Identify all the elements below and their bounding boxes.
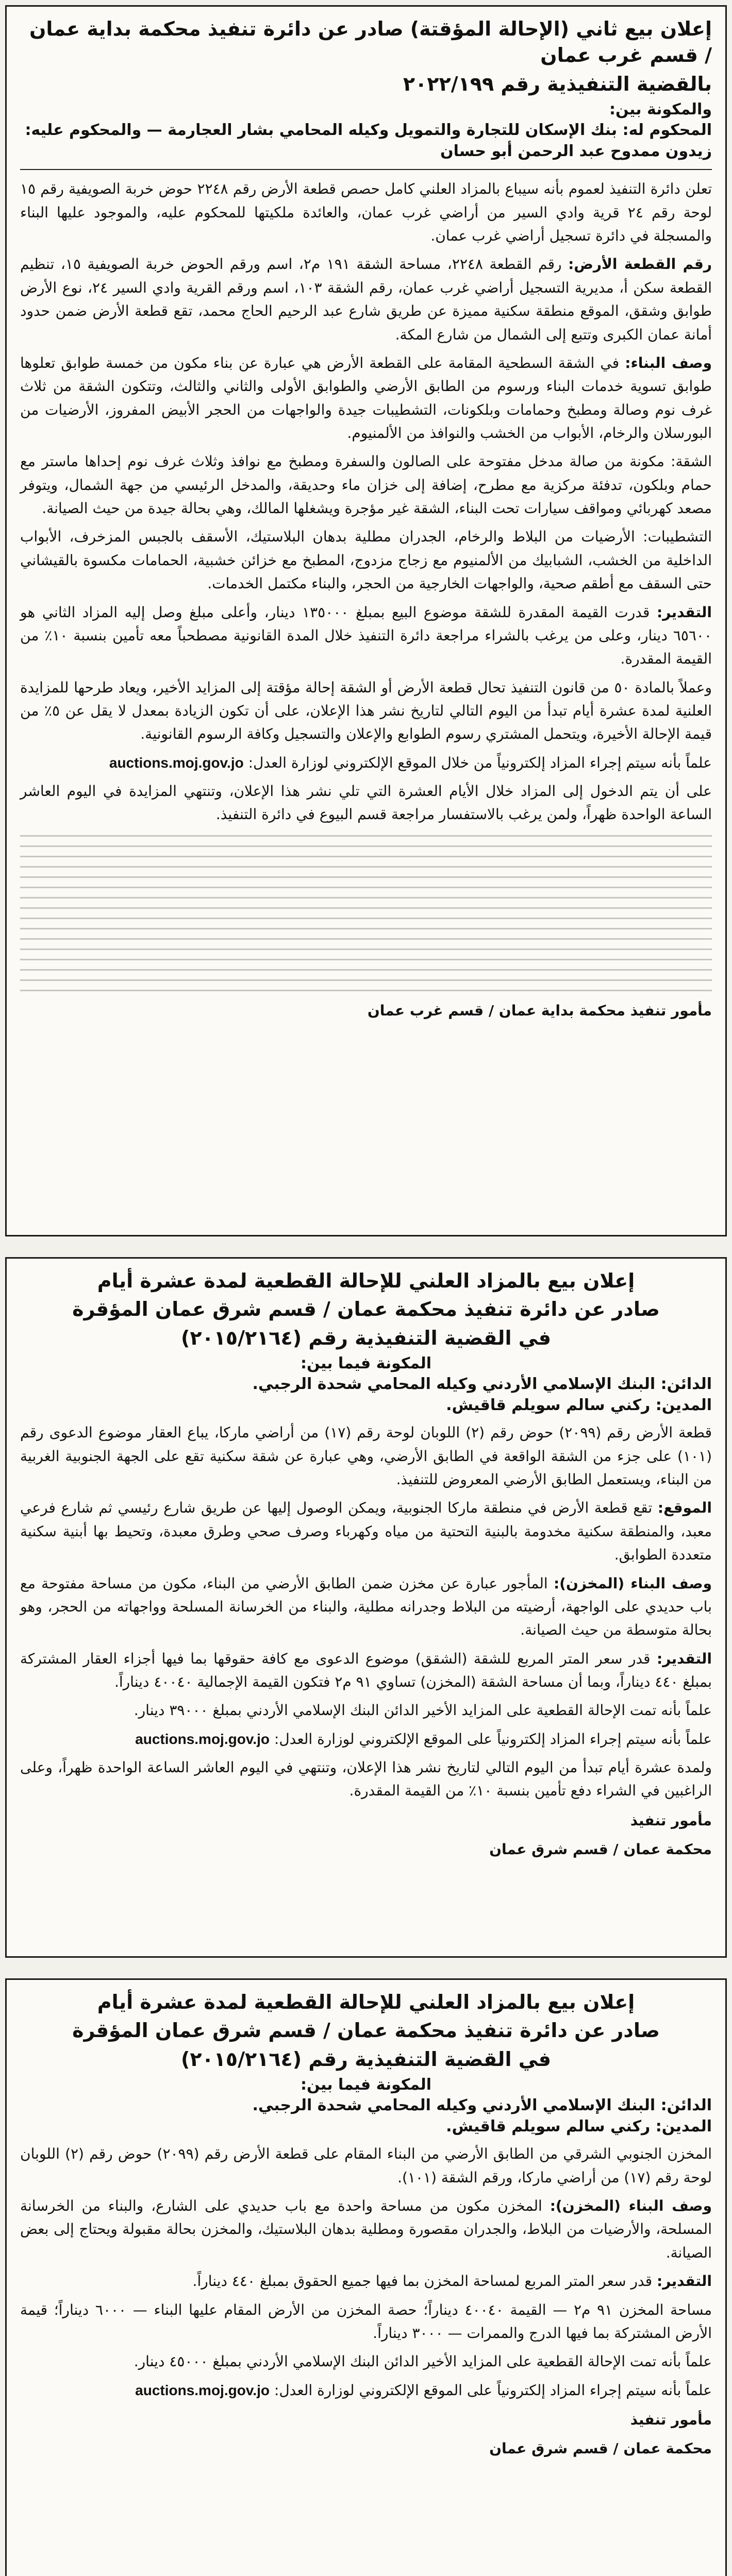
ad3-intro: المخزن الجنوبي الشرقي من الطابق الأرضي من البناء المقام على قطعة الأرض رقم (٢٠٩٩) حوض رقم (٢) اللوبان لوحة رقم (١٧) من أراضي ماركا، ورقم الشقة (١٠١).	[20, 2145, 712, 2186]
ad1-text-lines	[20, 835, 712, 991]
ad3-heading-3: في القضية التنفيذية رقم (٢٠١٥/٢١٦٤)	[180, 2047, 552, 2071]
ad3-description	[20, 2194, 712, 2264]
ad1-body-3: التشطيبات: الأرضيات من البلاط والرخام، الجدران مطلية بدهان البلاستيك، الأسقف بالجبس المزخرف، الأبواب الداخلية من الخشب، الشبابيك من الألمنيوم مع زجاج مزدوج، المطبخ مع خزائن خشبية، الحمامات مكسوة بالقيشاني حتى السقف مع أطقم صحية، والواجهات الخارجية من الحجر، والبناء مكتمل الخدمات.	[20, 528, 712, 592]
ad2-valuation	[20, 1647, 712, 1694]
ad1-heading-3: والمكونة بين:	[609, 100, 712, 118]
ad2-heading-3: في القضية التنفيذية رقم (٢٠١٥/٢١٦٤)	[180, 1326, 552, 1349]
ad2-valuation-text: قدر سعر المتر المربع للشقة (الشقق) موضوع الدعوى مع كافة حقوقها بما فيها أجزاء العقار المشتركة بمبلغ ٤٤٠ ديناراً، وبما أن مساحة الشقة (المخزن) تساوي ٩١ م٢ فتكون القيمة الإجمالية ٤٠٠٤٠ ديناراً.	[20, 1650, 712, 1690]
ad3-online	[20, 2379, 712, 2402]
ad2-creditor: الدائن: البنك الإسلامي الأردني وكيله المحامي شحدة الرجبي.	[252, 1375, 712, 1394]
ad2-dates: ولمدة عشرة أيام تبدأ من اليوم التالي لتاريخ نشر هذا الإعلان، وتنتهي في اليوم العاشر الساعة الواحدة ظهراً، وعلى الراغبين في الشراء دفع تأمين بنسبة ١٠٪ من القيمة المقدرة.	[20, 1759, 712, 1800]
ad2-signature-2: محكمة عمان / قسم شرق عمان	[489, 1840, 712, 1858]
ad1-valuation	[20, 601, 712, 671]
ad1-parties: المحكوم له: بنك الإسكان للتجارة والتمويل وكيله المحامي بشار العجارمة — والمحكوم عليه: زيدون ممدوح عبد الرحمن أبو حسان	[25, 121, 712, 160]
ad1-dates: على أن يتم الدخول إلى المزاد خلال الأيام العشرة التي تلي نشر هذا الإعلان، وتنتهي المزايدة في اليوم العاشر الساعة الواحدة ظهراً، ولمن يرغب بالاستفسار مراجعة قسم البيوع في دائرة التنفيذ.	[20, 783, 712, 823]
ad2-desc-text: المأجور عبارة عن مخزن ضمن الطابق الأرضي من البناء، مكون من مساحة مفتوحة مع باب حديدي على الواجهة، أرضيته من البلاط وجدرانه مطلية، والبناء من الخرسانة المسلحة وواجهاته من الحجر، وهو بحالة متوسطة من حيث الصيانة.	[20, 1574, 712, 1639]
ad3-heading-2: صادر عن دائرة تنفيذ محكمة عمان / قسم شرق عمان المؤقرة	[72, 2019, 660, 2042]
ad2-valuation-title: التقدير:	[657, 1650, 712, 1667]
ad1-property	[20, 252, 712, 346]
auction-notice-final-2	[5, 1978, 727, 2576]
ad3-creditor: الدائن: البنك الإسلامي الأردني وكيله المحامي شحدة الرجبي.	[252, 2096, 712, 2115]
ad3-valuation	[20, 2269, 712, 2293]
ad3-bid: علماً بأنه تمت الإحالة القطعية على المزايد الأخير الدائن البنك الإسلامي الأردني بمبلغ ٤٥٠٠٠ دينار.	[134, 2353, 712, 2370]
ad2-signature-1: مأمور تنفيذ	[630, 1811, 712, 1829]
ad3-online-text: علماً بأنه سيتم إجراء المزاد إلكترونياً على الموقع الإلكتروني لوزارة العدل:	[274, 2381, 712, 2399]
ad3-valuation-text: قدر سعر المتر المربع لمساحة المخزن بما فيها جميع الحقوق بمبلغ ٤٤٠ ديناراً.	[192, 2273, 653, 2290]
ad1-intro: تعلن دائرة التنفيذ لعموم بأنه سيباع بالمزاد العلني كامل حصص قطعة الأرض رقم ٢٢٤٨ حوض خربة الصويفية رقم ١٥ لوحة رقم ٢٤ قرية وادي السير من أراضي غرب عمان، والعائدة ملكيتها للمحكوم عليه، والموجود عليها البناء والمسجلة في دائرة تسجيل أراضي غرب عمان.	[20, 180, 712, 245]
ad1-legal: وعملاً بالمادة ٥٠ من قانون التنفيذ تحال قطعة الأرض أو الشقة إحالة مؤقتة إلى المزايد الأخير، ويعاد طرحها للمزايدة العلنية لمدة عشرة أيام تبدأ من اليوم التالي لتاريخ نشر هذا الإعلان، على أن تكون الزيادة بمعدل لا يقل عن ٥٪ من قيمة الإحالة الأخيرة، ويتحمل المشتري رسوم الطوابع والإعلان والتسجيل وكافة الرسوم القانونية.	[20, 679, 712, 743]
ad3-heading-1: إعلان بيع بالمزاد العلني للإحالة القطعية لمدة عشرة أيام	[97, 1991, 635, 2013]
ad1-heading-1: إعلان بيع ثاني (الإحالة المؤقتة) صادر عن دائرة تنفيذ محكمة بداية عمان / قسم غرب عمان	[29, 18, 712, 67]
ad1-property-text: رقم القطعة ٢٢٤٨، مساحة الشقة ١٩١ م٢، اسم ورقم الحوض خربة الصويفية ١٥، تنظيم القطعة سكن أ، مديرية التسجيل أراضي غرب عمان، رقم الشقة ١٠٣، اسم ورقم القرية وادي السير ٢٤، نوع الأرض طوابق وشقق، الموقع منطقة سكنية مميزة عن طريق شارع عبد الرحيم الحاج محمد، تقع قطعة الأرض ضمن حدود أمانة عمان الكبرى وتتبع إلى الشمال من شارع المكة.	[20, 256, 712, 343]
ad2-auction-link[interactable]: auctions.moj.gov.jo	[135, 1731, 270, 1747]
ad1-online	[20, 751, 712, 774]
ad3-signature-1: مأمور تنفيذ	[630, 2411, 712, 2428]
auction-notice-final-1	[5, 1257, 727, 1958]
ad3-valuation-title: التقدير:	[657, 2273, 712, 2290]
ad2-description	[20, 1572, 712, 1642]
divider	[20, 169, 712, 170]
ad1-signature: مأمور تنفيذ محكمة بداية عمان / قسم غرب عمان	[367, 1002, 712, 1019]
ad1-valuation-title: التقدير:	[657, 603, 712, 621]
ad2-location-title: الموقع:	[657, 1499, 712, 1517]
ad2-heading-1: إعلان بيع بالمزاد العلني للإحالة القطعية لمدة عشرة أيام	[97, 1269, 635, 1292]
ad3-signature-2: محكمة عمان / قسم شرق عمان	[489, 2439, 712, 2457]
ad1-heading-2: بالقضية التنفيذية رقم ٢٠٢٢/١٩٩	[403, 72, 712, 95]
ad3-auction-link[interactable]: auctions.moj.gov.jo	[135, 2382, 270, 2398]
ad3-debtor: المدين: ركني سالم سويلم قاقيش.	[446, 2117, 712, 2136]
ad2-online	[20, 1727, 712, 1751]
ad2-bid: علماً بأنه تمت الإحالة القطعية على المزايد الأخير الدائن البنك الإسلامي الأردني بمبلغ ٣٩٠٠٠ دينار.	[134, 1702, 712, 1719]
ad1-property-title: رقم القطعة الأرض:	[568, 256, 712, 273]
ad1-auction-link[interactable]: auctions.moj.gov.jo	[109, 754, 244, 771]
ad2-intro: قطعة الأرض رقم (٢٠٩٩) حوض رقم (٢) اللوبان لوحة رقم (١٧) من أراضي ماركا، يباع العقار موضوع الدعوى رقم (١٠١) على جزء من الشقة الواقعة في الطابق الأرضي، وهي عبارة عن شقة سكنية تقع على الجهة الجنوبية الغربية من البناء، ويستعمل الطابق الأرضي المعروض للتنفيذ.	[20, 1424, 712, 1488]
ad3-heading-4: المكونة فيما بين:	[300, 2075, 432, 2094]
ad1-body-2: الشقة: مكونة من صالة مدخل مفتوحة على الصالون والسفرة ومطبخ مع نوافذ وثلاث غرف نوم إحداها ماستر مع حمام وبلكون، تدفئة مركزية مع مطرح، إضافة إلى خزان ماء وحديقة، والمدخل الرئيسي من جهة الشمال، ويتوفر مصعد كهربائي ومواقف سيارات تحت البناء، الشقة غير مؤجرة ويشغلها المالك، وهي بحالة جيدة من حيث الصيانة.	[20, 453, 712, 517]
auction-notice-second-sale	[5, 5, 727, 1236]
ad2-debtor: المدين: ركني سالم سويلم قاقيش.	[446, 1396, 712, 1414]
ad1-online-text: علماً بأنه سيتم إجراء المزاد إلكترونياً من خلال الموقع الإلكتروني لوزارة العدل:	[248, 754, 712, 771]
ad2-online-text: علماً بأنه سيتم إجراء المزاد إلكترونياً على الموقع الإلكتروني لوزارة العدل:	[274, 1730, 712, 1748]
ad2-heading-2: صادر عن دائرة تنفيذ محكمة عمان / قسم شرق عمان المؤقرة	[72, 1298, 660, 1321]
ad1-desc-title: وصف البناء:	[625, 354, 712, 371]
ad1-desc-text: في الشقة السطحية المقامة على القطعة الأرض هي عبارة عن بناء مكون من خمسة طوابق تعلوها طوابق تسوية خدمات البناء ورسوم من الطابق الأرضي والطوابق الأولى والثاني والثالث، وتتكون الشقة من ثلاث غرف نوم وصالة ومطبخ وحمامات وبلكونات، التشطيبات جيدة والواجهات من الحجر الأبيض المفروز، الأرضيات من البورسلان والرخام، الأبواب من الخشب والنوافذ من الألمنيوم.	[20, 354, 712, 442]
ad1-description	[20, 351, 712, 445]
ad3-desc-text: المخزن مكون من مساحة واحدة مع باب حديدي على الشارع، والبناء من الخرسانة المسلحة، والأرضيات من البلاط، والجدران مقصورة ومطلية بدهان البلاستيك، والمخزن بحالة مقبولة ويحتاج إلى بعض الصيانة.	[20, 2197, 712, 2261]
ad2-heading-4: المكونة فيما بين:	[300, 1354, 432, 1372]
ad2-location	[20, 1496, 712, 1566]
ad2-location-text: تقع قطعة الأرض في منطقة ماركا الجنوبية، ويمكن الوصول إليها عن طريق شارع رئيسي ثم شارع فرعي معبد، والمنطقة سكنية مخدومة بالبنية التحتية من مياه وكهرباء وصرف صحي وطرق معبدة، وتحيط بها أبنية سكنية متعددة الطوابق.	[20, 1499, 712, 1564]
ad2-desc-title: وصف البناء (المخزن):	[553, 1574, 712, 1592]
ad3-desc-title: وصف البناء (المخزن):	[550, 2197, 712, 2215]
ad1-valuation-text: قدرت القيمة المقدرة للشقة موضوع البيع بمبلغ ١٣٥٠٠٠ دينار، وأعلى مبلغ وصل إليه المزاد الثاني هو ٦٥٦٠٠ دينار، وعلى من يرغب بالشراء مراجعة دائرة التنفيذ خلال المدة القانونية مصطحباً معه تأمين بنسبة ١٠٪ من القيمة المقدرة.	[20, 603, 712, 668]
ad3-items: مساحة المخزن ٩١ م٢ — القيمة ٤٠٠٤٠ ديناراً؛ حصة المخزن من الأرض المقام عليها البناء — ٦٠٠٠ ديناراً؛ قيمة الأرض المشتركة بما فيها الدرج والممرات — ٣٠٠٠ ديناراً.	[20, 2301, 712, 2342]
